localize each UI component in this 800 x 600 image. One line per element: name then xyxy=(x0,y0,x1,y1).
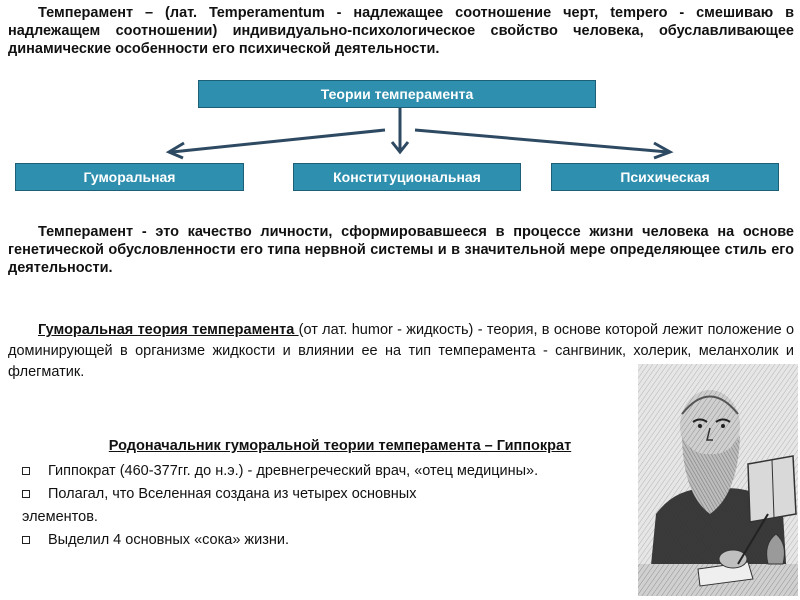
bullet-continuation: элементов. xyxy=(22,509,98,525)
diagram-root-box: Теории темперамента xyxy=(198,80,596,108)
temperament-definition: Темперамент – (лат. Temperamentum - надлежащее соотношение черт, tempero - смешиваю в надлежащем соотношении) индивидуально-психологическое свойство человека, обуславливающее динамические особенности его психической деятельности. xyxy=(8,5,794,57)
bullet-text: Полагал, что Вселенная создана из четырех основных xyxy=(48,486,417,502)
founder-bullets xyxy=(22,460,622,552)
hippocrates-portrait-image xyxy=(638,364,798,596)
diagram-box-humoral: Гуморальная xyxy=(15,163,244,191)
bullet-item xyxy=(22,529,622,552)
checkbox-bullet-icon xyxy=(22,536,30,544)
bullet-text: Выделил 4 основных «сока» жизни. xyxy=(48,532,290,548)
founder-title: Родоначальник гуморальной теории темперамента – Гиппократ xyxy=(108,438,572,454)
diagram-box-constitutional: Конституциональная xyxy=(293,163,521,191)
bullet-item xyxy=(22,483,622,506)
checkbox-bullet-icon xyxy=(22,490,30,498)
humoral-theory-description: (от лат. humor - жидкость) - теория, в основе которой лежит положение о доминирующей в организме жидкости и влиянии ее на тип темперамента - сангвиник, холерик, меланхолик и флегматик. xyxy=(8,322,795,380)
humoral-theory-term: Гуморальная теория темперамента xyxy=(38,322,299,338)
bullet-text: Гиппократ (460-377гг. до н.э.) - древнегреческий врач, «отец медицины». xyxy=(48,463,539,479)
diagram-box-psychic: Психическая xyxy=(551,163,779,191)
temperament-quality-paragraph: Темперамент - это качество личности, сформировавшееся в процессе жизни человека на основе генетической обусловленности его типа нервной системы и в значительной мере определяющее стиль его деятельности. xyxy=(8,224,794,276)
bullet-item xyxy=(22,460,622,483)
checkbox-bullet-icon xyxy=(22,467,30,475)
